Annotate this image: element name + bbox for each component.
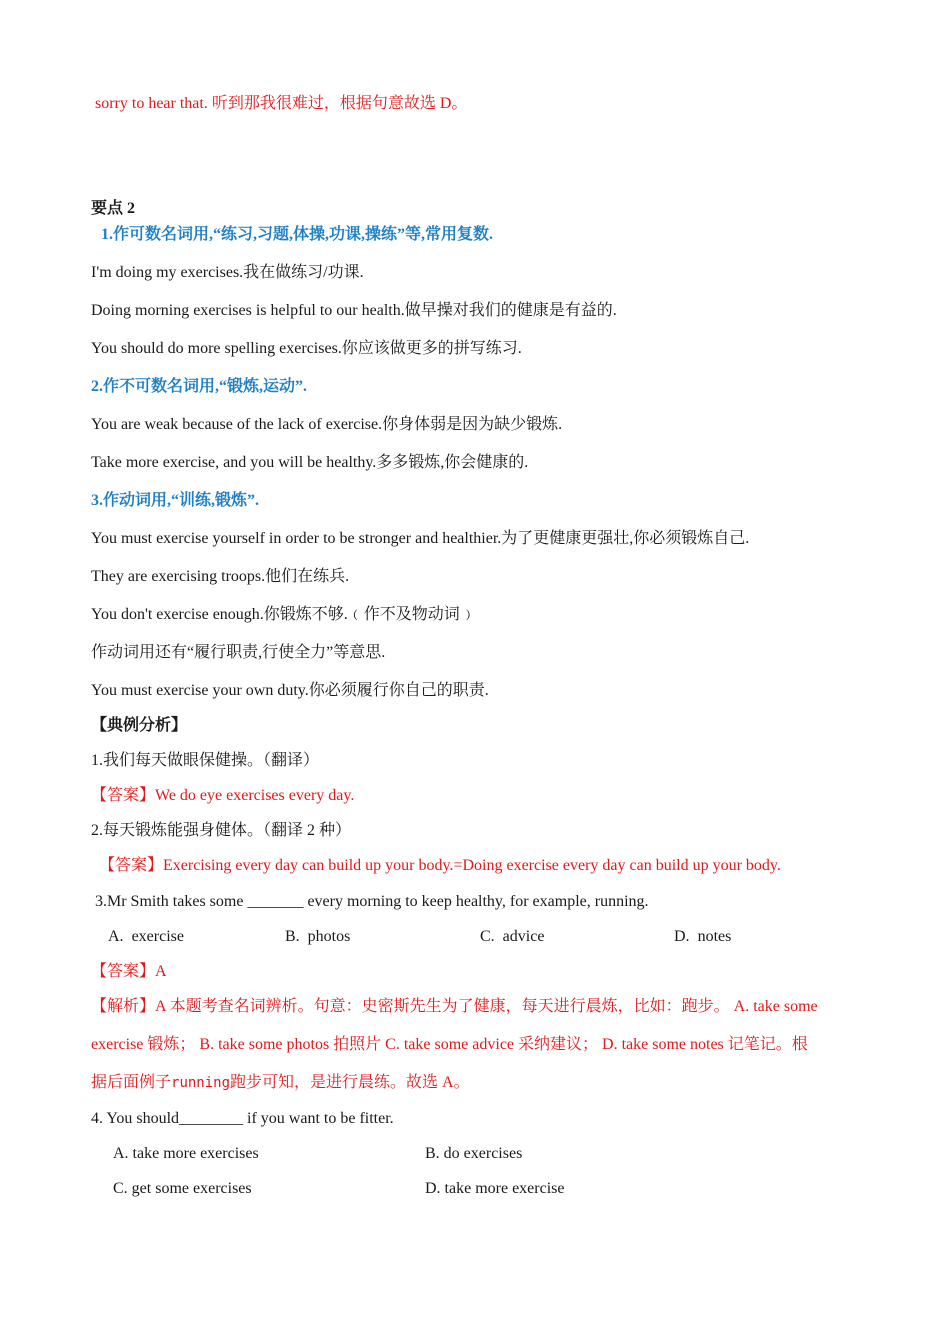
q3-option-d (674, 927, 731, 947)
q3-option-a (108, 927, 184, 947)
question-1: 1.我们每天做眼保健操。（翻译） (91, 752, 320, 769)
answer-1: 【答案】We do eye exercises every day. (91, 787, 355, 804)
question-4: 4. You should________ if you want to be fitter. (91, 1110, 394, 1127)
analysis-text: 跑步可知，是进行晨练。故选 A。 (230, 1074, 470, 1091)
point1-title: 1.作可数名词用,“练习,习题,体操,功课,操练”等,常用复数. (101, 226, 494, 243)
q4-option-a: A. take more exercises (113, 1145, 259, 1162)
option-text: photos (307, 928, 351, 945)
example-sentence: You must exercise your own duty.你必须履行你自己的职责. (91, 682, 489, 699)
answer-3: 【答案】A (91, 963, 167, 980)
question-2: 2.每天锻炼能强身健体。（翻译 2 种） (91, 822, 352, 839)
example-sentence: Take more exercise, and you will be healthy.多多锻炼,你会健康的. (91, 454, 529, 471)
analysis-code: running (171, 1075, 231, 1091)
q3-option-b (285, 927, 350, 947)
analysis-line-3 (91, 1073, 470, 1093)
q4-option-c: C. get some exercises (113, 1180, 252, 1197)
section-heading: 要点 2 (91, 200, 136, 217)
examples-heading: 【典例分析】 (91, 717, 188, 734)
q4-option-b: B. do exercises (425, 1145, 523, 1162)
analysis-text: 据后面例子 (91, 1074, 172, 1091)
option-letter: A. (108, 928, 124, 945)
option-letter: D. (674, 928, 690, 945)
usage-note: 作动词用还有“履行职责,行使全力”等意思. (91, 644, 386, 661)
q4-option-d: D. take more exercise (425, 1180, 565, 1197)
analysis-line-1: 【解析】A 本题考查名词辨析。句意：史密斯先生为了健康，每天进行晨炼，比如：跑步。 A. take some (91, 998, 818, 1015)
option-text: advice (502, 928, 545, 945)
example-sentence: I'm doing my exercises.我在做练习/功课. (91, 264, 364, 281)
option-text: exercise (131, 928, 184, 945)
point3-title: 3.作动词用,“训练,锻炼”. (91, 492, 260, 509)
example-sentence: You are weak because of the lack of exercise.你身体弱是因为缺少锻炼. (91, 416, 563, 433)
option-letter: C. (480, 928, 495, 945)
option-text: notes (697, 928, 732, 945)
example-sentence: You don't exercise enough.你锻炼不够.﹙作不及物动词﹚ (91, 606, 476, 623)
intro-answer-tail: sorry to hear that. 听到那我很难过，根据句意故选 D。 (95, 95, 468, 112)
option-letter: B. (285, 928, 300, 945)
analysis-line-2: exercise 锻炼； B. take some photos 拍照片 C. take some advice 采纳建议； D. take some notes 记笔记。根 (91, 1036, 808, 1053)
point2-title: 2.作不可数名词用,“锻炼,运动”. (91, 378, 308, 395)
example-sentence: You should do more spelling exercises.你应该做更多的拼写练习. (91, 340, 522, 357)
example-sentence: You must exercise yourself in order to be stronger and healthier.为了更健康更强壮,你必须锻炼自己. (91, 530, 750, 547)
q3-option-c (480, 927, 544, 947)
example-sentence: They are exercising troops.他们在练兵. (91, 568, 350, 585)
question-3: 3.Mr Smith takes some _______ every morning to keep healthy, for example, running. (95, 893, 649, 910)
example-sentence: Doing morning exercises is helpful to our health.做早操对我们的健康是有益的. (91, 302, 617, 319)
answer-2: 【答案】Exercising every day can build up your body.=Doing exercise every day can build up your body. (99, 857, 781, 874)
